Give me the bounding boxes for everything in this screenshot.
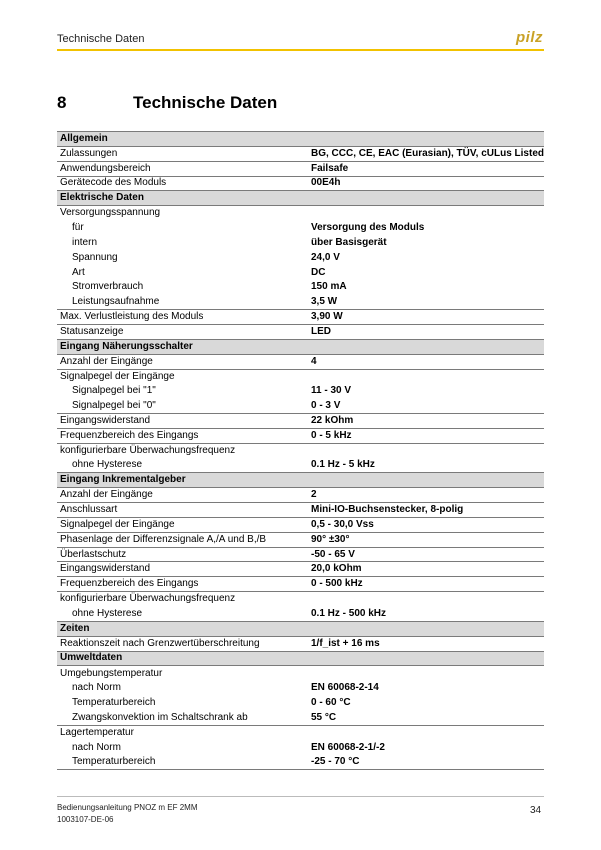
spec-value <box>308 725 544 740</box>
spec-row <box>57 369 544 384</box>
spec-value: 22 kOhm <box>308 414 544 429</box>
spec-value <box>308 339 544 354</box>
spec-value: 3,5 W <box>308 295 544 310</box>
spec-row <box>57 310 544 325</box>
footer-doc-title: Bedienungsanleitung PNOZ m EF 2MM <box>57 803 198 812</box>
spec-value <box>308 132 544 147</box>
spec-label: Zulassungen <box>57 146 308 161</box>
spec-label: konfigurierbare Überwachungsfrequenz <box>60 444 236 456</box>
spec-label: konfigurierbare Überwachungsfrequenz <box>60 593 236 605</box>
spec-row <box>57 443 544 458</box>
spec-label: Eingangswiderstand <box>57 562 308 577</box>
spec-row <box>57 755 544 770</box>
spec-value <box>308 592 544 607</box>
chapter-number: 8 <box>57 93 67 112</box>
spec-label: Art <box>72 266 85 278</box>
spec-value: EN 60068-2-14 <box>310 682 379 694</box>
spec-value: BG, CCC, CE, EAC (Eurasian), TÜV, cULus Listed <box>308 146 544 161</box>
pilz-logo: pilz <box>516 29 543 46</box>
section-header-row <box>57 473 544 488</box>
spec-value: 90° ±30° <box>308 532 544 547</box>
spec-row <box>57 235 544 250</box>
spec-row <box>57 176 544 191</box>
spec-row <box>57 725 544 740</box>
spec-value: 0 - 60 °C <box>310 696 351 708</box>
spec-row <box>57 562 544 577</box>
spec-row <box>57 517 544 532</box>
spec-row <box>57 681 544 696</box>
spec-row <box>57 161 544 176</box>
spec-value: Failsafe <box>308 161 544 176</box>
spec-row <box>57 607 544 622</box>
chapter-title: Technische Daten <box>133 93 278 112</box>
spec-row <box>57 428 544 443</box>
spec-label: Anzahl der Eingänge <box>57 488 308 503</box>
spec-label: Spannung <box>72 251 118 263</box>
spec-row <box>57 503 544 518</box>
section-title: Umweltdaten <box>57 651 308 666</box>
spec-label: Frequenzbereich des Eingangs <box>57 577 308 592</box>
spec-label: Anzahl der Eingänge <box>57 354 308 369</box>
spec-value: 20,0 kOhm <box>308 562 544 577</box>
spec-row <box>57 250 544 265</box>
spec-row <box>57 384 544 399</box>
spec-label: intern <box>72 236 98 248</box>
spec-value: Versorgung des Moduls <box>310 221 425 233</box>
spec-value: 0,5 - 30,0 Vss <box>308 517 544 532</box>
spec-value: -25 - 70 °C <box>308 755 544 770</box>
spec-value: 0.1 Hz - 500 kHz <box>308 607 544 622</box>
footer-rule <box>57 796 544 797</box>
spec-label: nach Norm <box>72 741 121 753</box>
spec-label: Frequenzbereich des Eingangs <box>57 428 308 443</box>
spec-row <box>57 710 544 725</box>
spec-value <box>308 473 544 488</box>
spec-label: Signalpegel bei "1" <box>72 385 156 397</box>
spec-label: Signalpegel bei "0" <box>57 399 308 414</box>
spec-label: Temperaturbereich <box>57 755 308 770</box>
spec-value: 3,90 W <box>308 310 544 325</box>
spec-value: 11 - 30 V <box>310 385 352 397</box>
section-title: Eingang Inkrementalgeber <box>57 473 308 488</box>
spec-row <box>57 547 544 562</box>
spec-label: für <box>72 221 84 233</box>
spec-value: Mini-IO-Buchsenstecker, 8-polig <box>308 503 544 518</box>
spec-value: 0.1 Hz - 5 kHz <box>308 458 544 473</box>
spec-label: Phasenlage der Differenzsignale A,/A und B,/B <box>57 532 308 547</box>
spec-value: DC <box>310 266 326 278</box>
section-header-row <box>57 339 544 354</box>
section-header-row <box>57 621 544 636</box>
spec-row <box>57 577 544 592</box>
footer-doc-number: 1003107-DE-06 <box>57 815 114 824</box>
spec-value: 0 - 500 kHz <box>308 577 544 592</box>
spec-value <box>308 443 544 458</box>
spec-value: 4 <box>308 354 544 369</box>
running-header-title: Technische Daten <box>57 33 145 45</box>
spec-label: Lagertemperatur <box>60 726 134 738</box>
spec-row <box>57 740 544 755</box>
spec-row <box>57 354 544 369</box>
spec-value <box>308 666 544 681</box>
spec-value: 2 <box>308 488 544 503</box>
spec-value: LED <box>308 324 544 339</box>
spec-value <box>308 621 544 636</box>
section-header-row <box>57 651 544 666</box>
spec-value: 1/f_ist + 16 ms <box>308 636 544 651</box>
spec-row <box>57 206 544 221</box>
spec-label: Umgebungstemperatur <box>60 667 163 679</box>
spec-value <box>308 369 544 384</box>
spec-label: Signalpegel der Eingänge <box>57 517 308 532</box>
spec-value <box>308 206 544 221</box>
spec-row <box>57 666 544 681</box>
spec-label: Stromverbrauch <box>72 281 144 293</box>
spec-value: 0 - 5 kHz <box>308 428 544 443</box>
spec-label: Anwendungsbereich <box>57 161 308 176</box>
spec-label: Zwangskonvektion im Schaltschrank ab <box>57 710 308 725</box>
spec-row <box>57 458 544 473</box>
spec-row <box>57 592 544 607</box>
spec-row <box>57 532 544 547</box>
page-number: 34 <box>530 805 542 816</box>
section-title: Eingang Näherungsschalter <box>57 339 308 354</box>
section-header-row <box>57 132 544 147</box>
spec-value: 00E4h <box>308 176 544 191</box>
spec-value <box>308 191 544 206</box>
spec-row <box>57 280 544 295</box>
spec-row <box>57 146 544 161</box>
spec-value: 150 mA <box>310 281 347 293</box>
spec-value: 24,0 V <box>310 251 340 263</box>
spec-value: -50 - 65 V <box>308 547 544 562</box>
spec-label: Eingangswiderstand <box>57 414 308 429</box>
spec-value: über Basisgerät <box>310 236 387 248</box>
spec-row <box>57 324 544 339</box>
spec-label: ohne Hysterese <box>57 458 308 473</box>
spec-label: Versorgungsspannung <box>60 207 161 219</box>
spec-row <box>57 696 544 711</box>
spec-label: Reaktionszeit nach Grenzwertüberschreitung <box>57 636 308 651</box>
spec-value <box>308 651 544 666</box>
spec-label: ohne Hysterese <box>57 607 308 622</box>
spec-row <box>57 414 544 429</box>
spec-label: Leistungsaufnahme <box>57 295 308 310</box>
section-title: Elektrische Daten <box>57 191 308 206</box>
spec-label: Anschlussart <box>57 503 308 518</box>
spec-table <box>57 131 544 770</box>
spec-value: 55 °C <box>308 710 544 725</box>
spec-row <box>57 399 544 414</box>
spec-label: Max. Verlustleistung des Moduls <box>57 310 308 325</box>
spec-label: Statusanzeige <box>57 324 308 339</box>
spec-value: EN 60068-2-1/-2 <box>310 741 385 753</box>
spec-row <box>57 265 544 280</box>
section-header-row <box>57 191 544 206</box>
spec-row <box>57 636 544 651</box>
header-rule <box>57 49 544 51</box>
spec-value: 0 - 3 V <box>308 399 544 414</box>
spec-label: Überlastschutz <box>57 547 308 562</box>
spec-label: Temperaturbereich <box>72 696 156 708</box>
spec-row <box>57 221 544 236</box>
section-title: Zeiten <box>57 621 308 636</box>
spec-row <box>57 295 544 310</box>
section-title: Allgemein <box>57 132 308 147</box>
spec-label: nach Norm <box>72 682 121 694</box>
spec-row <box>57 488 544 503</box>
spec-label: Signalpegel der Eingänge <box>60 370 175 382</box>
spec-label: Gerätecode des Moduls <box>57 176 308 191</box>
